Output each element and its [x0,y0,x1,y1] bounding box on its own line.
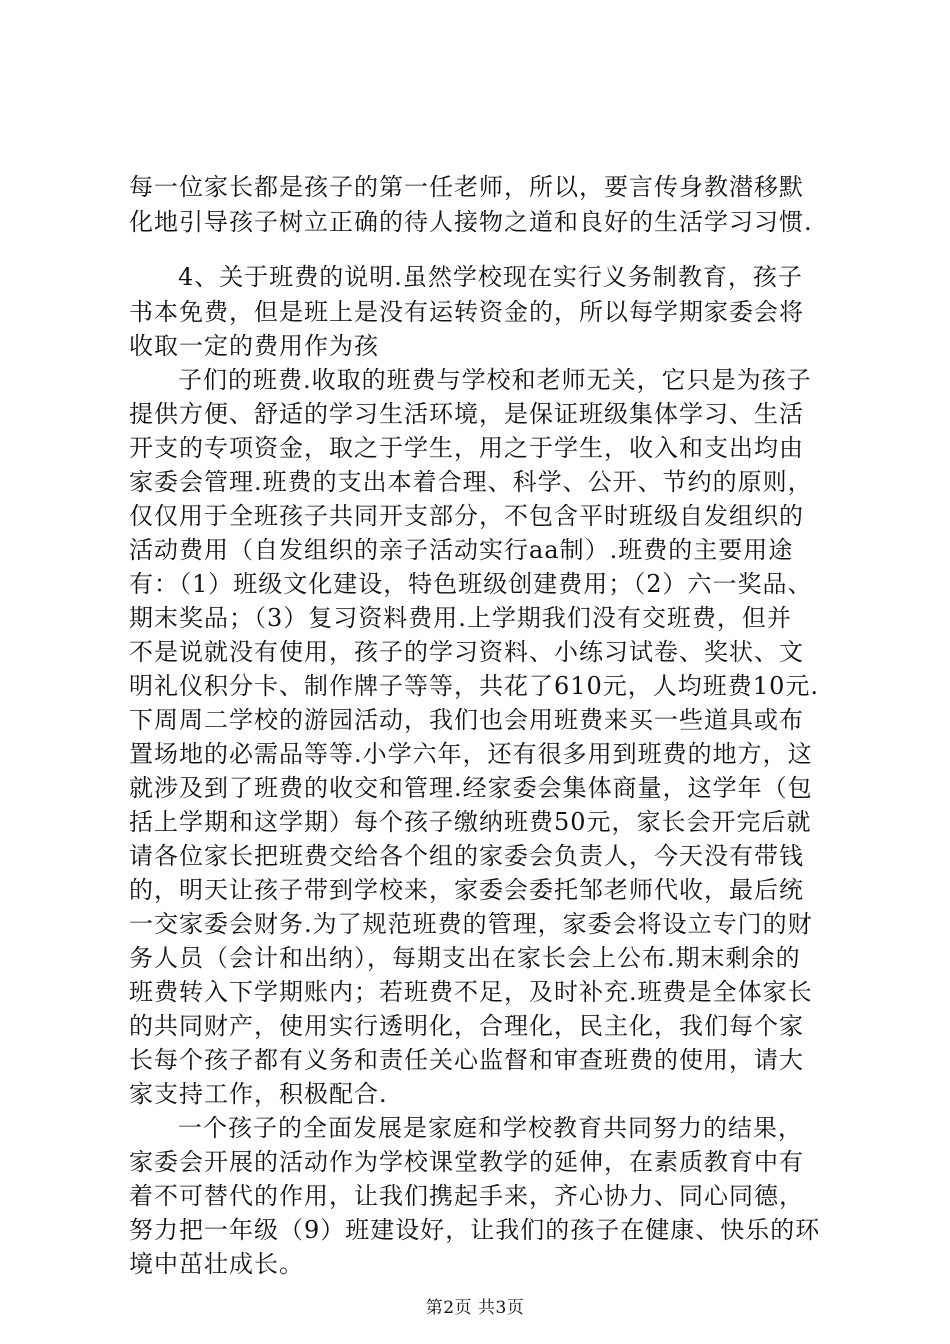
text-line: 家支持工作，积极配合. [129,1080,388,1108]
text-line: 活动费用（自发组织的亲子活动实行aa制）.班费的主要用途 [129,536,794,564]
text-line: 子们的班费.收取的班费与学校和老师无关，它只是为孩子 [178,366,812,394]
text-line: 开支的专项资金，取之于学生，用之于学生，收入和支出均由 [129,434,804,462]
text-line: 书本免费，但是班上是没有运转资金的，所以每学期家委会将 [129,298,804,326]
text-line: 每一位家长都是孩子的第一任老师，所以，要言传身教潜移默 [129,173,804,201]
text-line: 下周周二学校的游园活动，我们也会用班费来买一些道具或布 [129,706,804,734]
text-line: 请各位家长把班费交给各个组的家委会负责人，今天没有带钱 [129,842,804,870]
text-line: 务人员（会计和出纳），每期支出在家长会上公布.期末剩余的 [129,944,801,972]
text-line: 有：（1）班级文化建设，特色班级创建费用；（2）六一奖品、 [129,570,813,598]
text-line: 的共同财产，使用实行透明化，合理化，民主化，我们每个家 [129,1012,804,1040]
text-line: 明礼仪积分卡、制作牌子等等，共花了610元，人均班费10元. [129,672,819,700]
text-line: 化地引导孩子树立正确的待人接物之道和良好的生活学习习惯. [129,208,813,236]
text-line: 一交家委会财务.为了规范班费的管理，家委会将设立专门的财 [129,910,813,938]
text-line: 的，明天让孩子带到学校来，家委会委托邹老师代收，最后统 [129,876,804,904]
text-line: 收取一定的费用作为孩 [129,332,379,360]
text-line: 努力把一年级（9）班建设好，让我们的孩子在健康、快乐的环 [129,1216,821,1244]
text-line: 置场地的必需品等等.小学六年，还有很多用到班费的地方，这 [129,740,813,768]
text-line: 括上学期和这学期）每个孩子缴纳班费50元，家长会开完后就 [129,808,812,836]
text-line: 提供方便、舒适的学习生活环境，是保证班级集体学习、生活 [129,400,804,428]
text-line: 仅仅用于全班孩子共同开支部分，不包含平时班级自发组织的 [129,502,804,530]
page-number-footer: 第2页 共3页 [425,1298,525,1318]
text-line: 就涉及到了班费的收交和管理.经家委会集体商量，这学年（包 [129,774,813,802]
text-line: 境中茁壮成长。 [129,1250,304,1278]
text-line: 期末奖品；（3）复习资料费用.上学期我们没有交班费，但并 [129,604,792,632]
text-line: 班费转入下学期账内；若班费不足，及时补充.班费是全体家长 [129,978,813,1006]
text-line: 不是说就没有使用，孩子的学习资料、小练习试卷、奖状、文 [129,638,804,666]
text-line: 家委会开展的活动作为学校课堂教学的延伸，在素质教育中有 [129,1148,804,1176]
text-line: 家委会管理.班费的支出本着合理、科学、公开、节约的原则， [129,468,813,496]
text-line: 长每个孩子都有义务和责任关心监督和审查班费的使用，请大 [129,1046,804,1074]
text-line: 着不可替代的作用，让我们携起手来，齐心协力、同心同德， [129,1182,804,1210]
text-line: 4、关于班费的说明.虽然学校现在实行义务制教育，孩子 [178,263,803,291]
text-line: 一个孩子的全面发展是家庭和学校教育共同努力的结果， [178,1114,803,1142]
